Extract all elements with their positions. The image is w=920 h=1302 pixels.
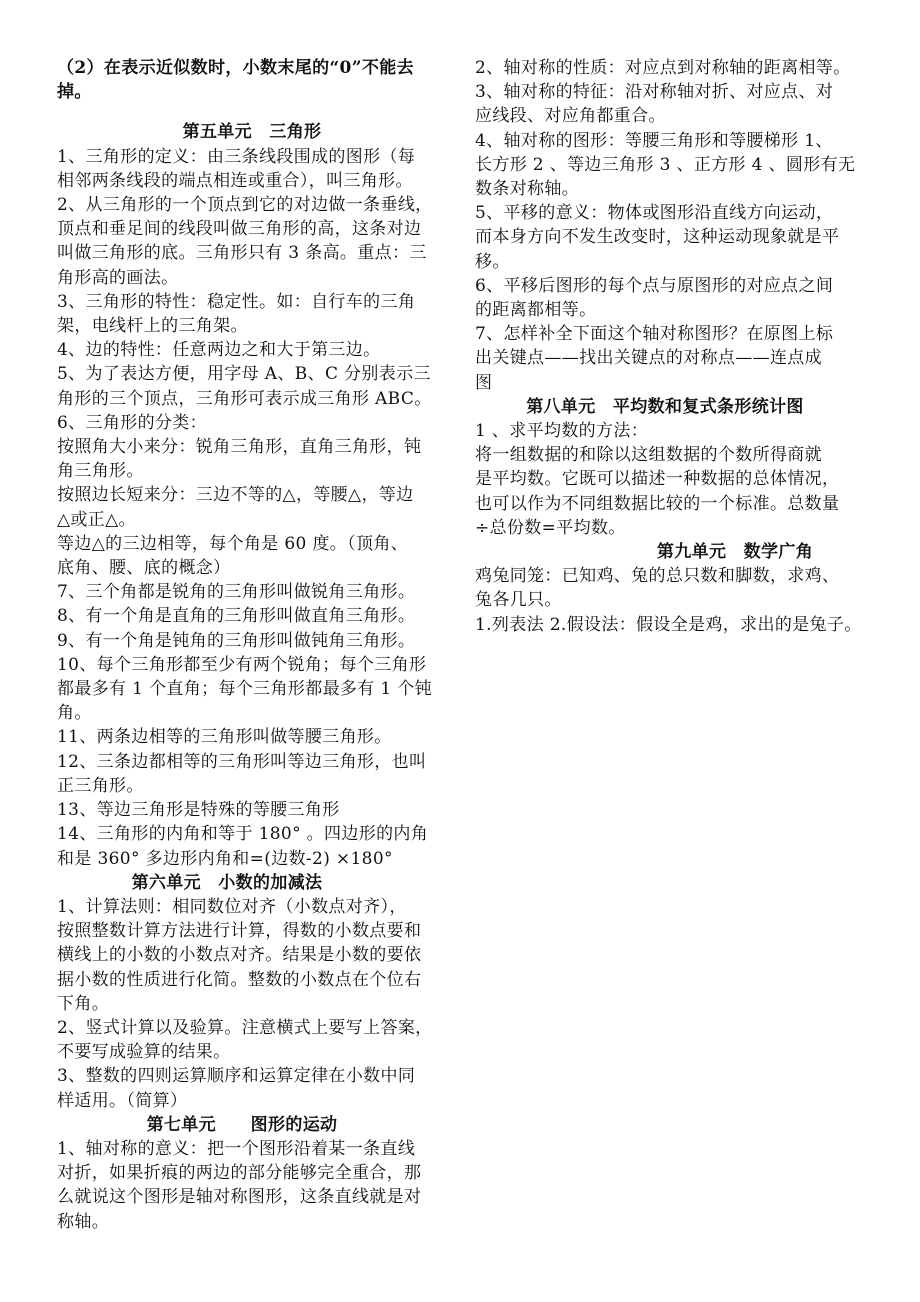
text-line: 4、边的特性：任意两边之和大于第三边。: [57, 340, 381, 361]
text-line: 角。: [57, 703, 92, 724]
text-line: 正三角形。: [57, 775, 144, 796]
text-line: 应线段、对应角都重合。: [475, 106, 666, 127]
text-line: 长方形 2 、等边三角形 3 、正方形 4 、圆形有无: [475, 154, 856, 175]
spacer: [57, 104, 447, 120]
text-line: 11、两条边相等的三角形叫做等腰三角形。: [57, 727, 392, 748]
text-line: 的距离都相等。: [475, 300, 597, 321]
text-line: 6、平移后图形的每个点与原图形的对应点之间: [475, 275, 834, 296]
text-line: 和是 360° 多边形内角和=(边数-2) ×180°: [57, 848, 393, 869]
text-line: 1、计算法则：相同数位对齐（小数点对齐），: [57, 896, 407, 917]
text-line: 兔各几只。: [475, 590, 562, 611]
left-column: [57, 56, 447, 1234]
text-line: 3、整数的四则运算顺序和运算定律在小数中同: [57, 1066, 416, 1087]
text-line: 称轴。: [57, 1211, 110, 1232]
text-line: 对折，如果折痕的两边的部分能够完全重合，那: [57, 1163, 422, 1184]
right-column: [475, 56, 875, 637]
text-line: 么就说这个图形是轴对称图形，这条直线就是对: [57, 1187, 422, 1208]
text-line: △或正△。: [57, 509, 136, 530]
text-line: 2、竖式计算以及验算。注意横式上要写上答案，: [57, 1017, 433, 1038]
text-line: 10、每个三角形都至少有两个锐角；每个三角形: [57, 654, 427, 675]
section-heading: 第九单元 数学广角: [656, 542, 814, 563]
text-line: 样适用。（简算）: [57, 1090, 188, 1111]
text-line: 5、平移的意义：物体或图形沿直线方向运动，: [475, 203, 834, 224]
text-line: 角三角形。: [57, 461, 144, 482]
text-line: 等边△的三边相等，每个角是 60 度。（顶角、: [57, 533, 409, 554]
text-line: 5、为了表达方便，用字母 A、B、C 分别表示三: [57, 364, 431, 385]
text-line: 7、三个角都是锐角的三角形叫做锐角三角形。: [57, 582, 416, 603]
text-line: 出关键点——找出关键点的对称点——连点成: [475, 348, 822, 369]
text-line: （2）在表示近似数时，小数末尾的“0”不能去: [57, 58, 414, 78]
section-heading: 第五单元 三角形: [182, 122, 322, 143]
text-line: 将一组数据的和除以这组数据的个数所得商就: [475, 445, 822, 466]
text-line: 按照整数计算方法进行计算，得数的小数点要和: [57, 921, 422, 942]
text-line: 2、从三角形的一个顶点到它的对边做一条垂线，: [57, 195, 433, 216]
text-line: 4、轴对称的图形：等腰三角形和等腰梯形 1、: [475, 130, 833, 151]
text-line: 也可以作为不同组数据比较的一个标准。总数量: [475, 493, 840, 514]
text-line: 底角、腰、底的概念）: [57, 558, 231, 579]
text-line: 按照角大小来分：锐角三角形，直角三角形，钝: [57, 437, 422, 458]
text-line: 都最多有 1 个直角；每个三角形都最多有 1 个钝: [57, 679, 432, 700]
text-line: 13、等边三角形是特殊的等腰三角形: [57, 800, 340, 821]
text-line: 相邻两条线段的端点相连或重合），叫三角形。: [57, 170, 413, 191]
text-line: 3、轴对称的特征：沿对称轴对折、对应点、对: [475, 82, 834, 103]
text-line: 数条对称轴。: [475, 179, 580, 200]
text-line: 1、轴对称的意义：把一个图形沿着某一条直线: [57, 1138, 416, 1159]
section-heading: 第六单元 小数的加减法: [131, 872, 323, 893]
text-line: 而本身方向不发生改变时，这种运动现象就是平: [475, 227, 840, 248]
text-line: 3、三角形的特性：稳定性。如：自行车的三角: [57, 291, 416, 312]
text-line: 鸡兔同笼：已知鸡、兔的总只数和脚数，求鸡、: [475, 566, 840, 587]
section-heading: 第八单元 平均数和复式条形统计图: [526, 396, 804, 417]
text-line: 1 、求平均数的方法：: [475, 421, 649, 442]
text-line: 2、轴对称的性质：对应点到对称轴的距离相等。: [475, 58, 851, 78]
text-line: 8、有一个角是直角的三角形叫做直角三角形。: [57, 606, 416, 627]
text-line: 顶点和垂足间的线段叫做三角形的高，这条对边: [57, 219, 422, 240]
text-line: 下角。: [57, 993, 110, 1014]
text-line: 1、三角形的定义：由三条线段围成的图形（每: [57, 146, 416, 167]
text-line: 掉。: [57, 82, 92, 103]
text-line: 不要写成验算的结果。: [57, 1042, 231, 1063]
text-line: 角形的三个顶点，三角形可表示成三角形 ABC。: [57, 388, 432, 409]
text-line: 横线上的小数的小数点对齐。结果是小数的要依: [57, 945, 422, 966]
text-line: 叫做三角形的底。三角形只有 3 条高。重点：三: [57, 243, 427, 264]
text-line: 据小数的性质进行化简。整数的小数点在个位右: [57, 969, 422, 990]
text-line: 角形高的画法。: [57, 267, 179, 288]
text-line: 是平均数。它既可以描述一种数据的总体情况，: [475, 469, 840, 490]
text-line: ÷总份数=平均数。: [475, 517, 626, 538]
text-line: 1.列表法 2.假设法：假设全是鸡，求出的是兔子。: [475, 614, 862, 635]
text-line: 移。: [475, 251, 510, 272]
text-line: 6、三角形的分类：: [57, 412, 207, 433]
text-line: 图: [475, 372, 493, 393]
text-line: 14、三角形的内角和等于 180° 。四边形的内角: [57, 824, 429, 845]
text-line: 12、三条边都相等的三角形叫等边三角形，也叫: [57, 751, 427, 772]
text-line: 按照边长短来分：三边不等的△，等腰△，等边: [57, 485, 414, 506]
section-heading: 第七单元 图形的运动: [146, 1114, 338, 1135]
text-line: 架，电线杆上的三角架。: [57, 316, 248, 337]
text-line: 9、有一个角是钝角的三角形叫做钝角三角形。: [57, 630, 416, 651]
text-line: 7、怎样补全下面这个轴对称图形？在原图上标: [475, 324, 834, 345]
